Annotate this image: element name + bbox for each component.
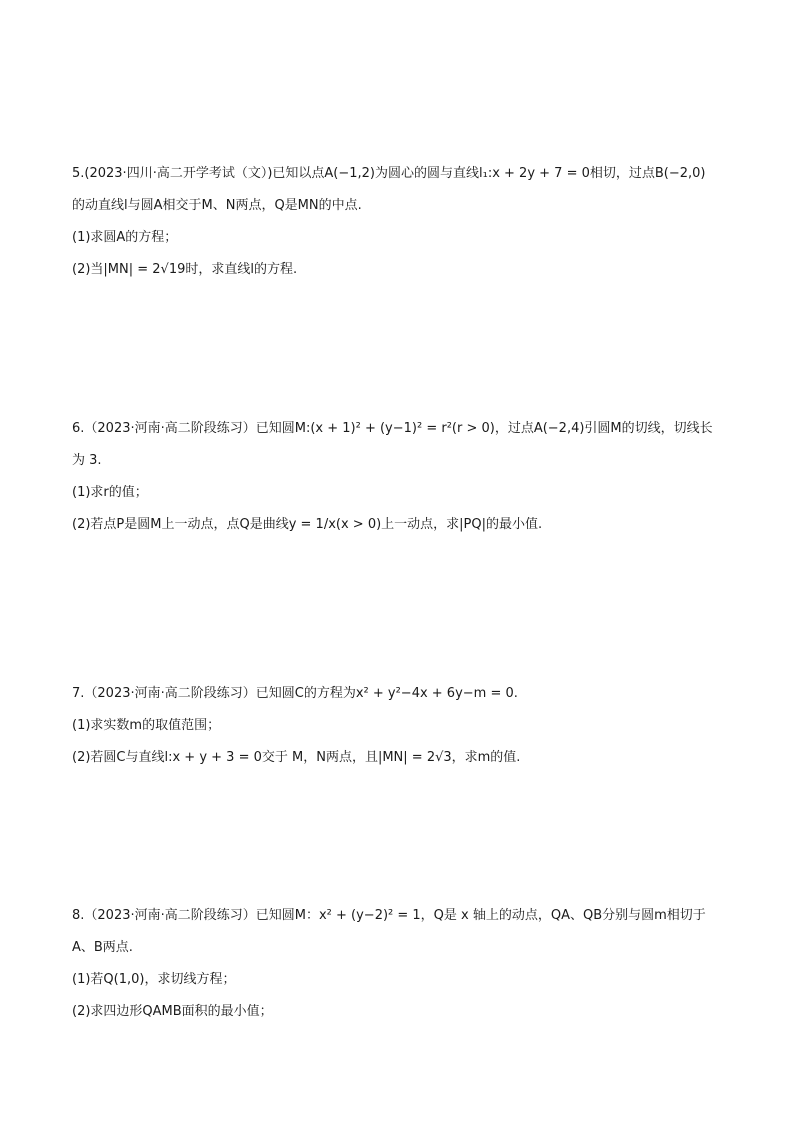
problem-5-line-3: (1)求圆A的方程；: [72, 230, 178, 245]
problem-6-line-2: 为 3.: [72, 453, 102, 468]
problem-7-line-2: (1)求实数m的取值范围；: [72, 718, 221, 733]
problem-6-line-1: 6.（2023·河南·高二阶段练习）已知圆M:(x + 1)² + (y−1)² = r²(r > 0)，过点A(−2,4)引圆M的切线，切线长: [72, 421, 713, 436]
problem-6: [72, 421, 732, 549]
problem-8: [72, 908, 732, 1036]
problem-7-line-1: 7.（2023·河南·高二阶段练习）已知圆C的方程为x² + y²−4x + 6y−m = 0.: [72, 686, 518, 701]
problem-5-line-2: 的动直线l与圆A相交于M、N两点，Q是MN的中点.: [72, 198, 362, 213]
problem-8-line-2: A、B两点.: [72, 940, 133, 955]
problem-5-line-1: 5.(2023·四川·高二开学考试（文）)已知以点A(−1,2)为圆心的圆与直线l₁:x + 2y + 7 = 0相切，过点B(−2,0): [72, 166, 706, 181]
problem-5-line-4: (2)当|MN| = 2√19时，求直线l的方程.: [72, 262, 298, 277]
problem-8-line-1: 8.（2023·河南·高二阶段练习）已知圆M：x² + (y−2)² = 1，Q是 x 轴上的动点，QA、QB分别与圆m相切于: [72, 908, 706, 923]
problem-6-line-4: (2)若点P是圆M上一动点，点Q是曲线y = 1/x(x > 0)上一动点，求|PQ|的最小值.: [72, 517, 543, 532]
problem-6-line-3: (1)求r的值；: [72, 485, 148, 500]
problem-5: [72, 166, 732, 294]
problem-8-line-4: (2)求四边形QAMB面积的最小值；: [72, 1004, 273, 1019]
problem-7-line-3: (2)若圆C与直线l:x + y + 3 = 0交于 M，N两点，且|MN| = 2√3，求m的值.: [72, 750, 521, 765]
problem-7: [72, 686, 732, 782]
problem-8-line-3: (1)若Q(1,0)，求切线方程；: [72, 972, 236, 987]
